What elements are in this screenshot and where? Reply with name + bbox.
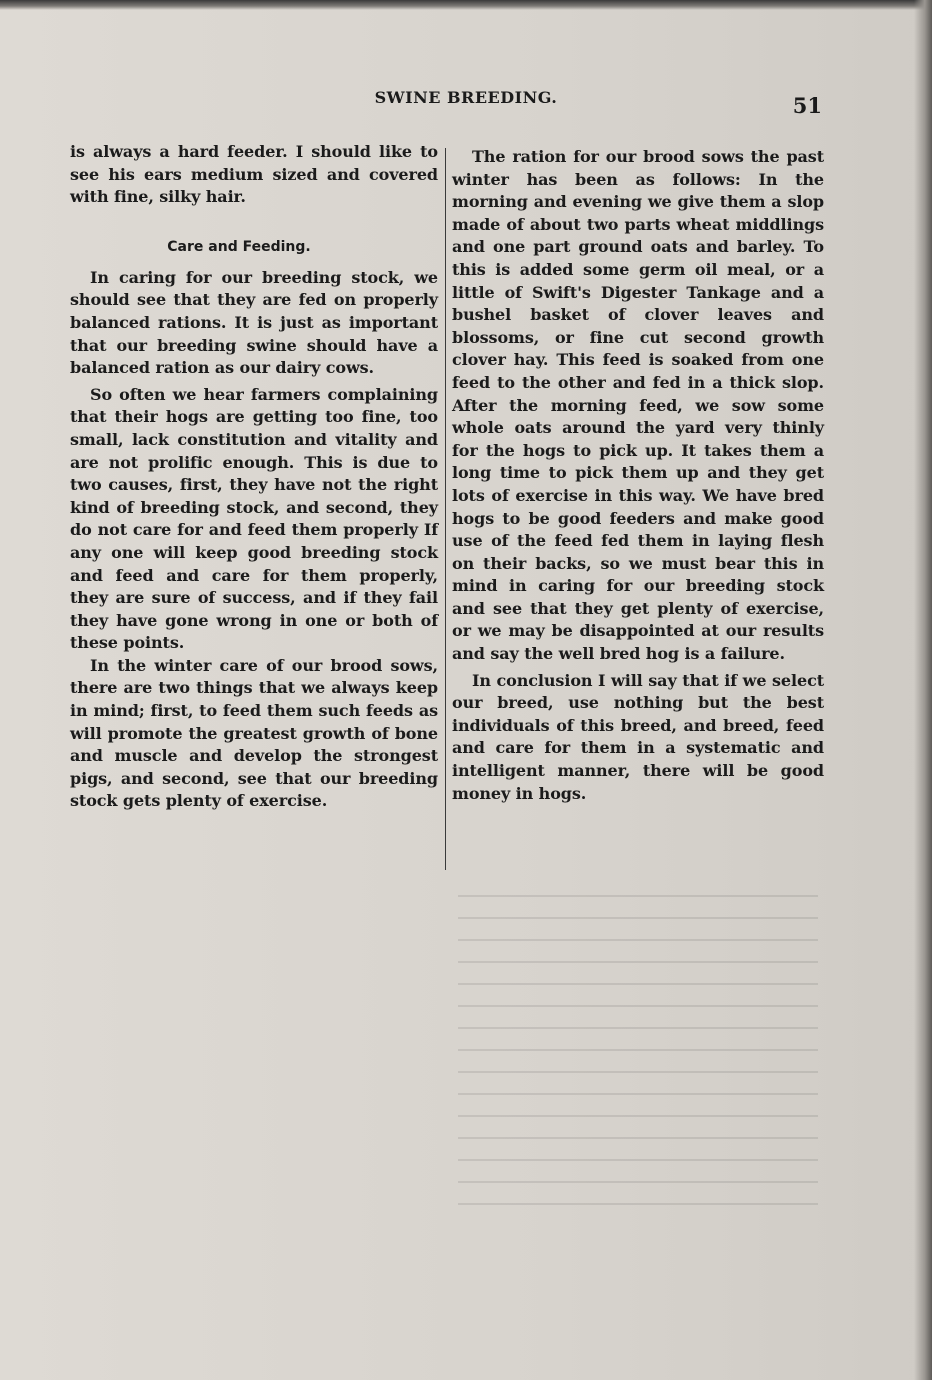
left-paragraph-3: So often we hear farmers complaining that their hogs are getting too fine, too small, lack constitution and vitality and are not prolific enough. This is due to two causes, first, they have not the right kind of breeding stock, and second, they do not care for and feed them properly If any one will keep good breeding stock and feed and care for them properly, they are sure of success, and if they fail they have gone wrong in one or both of these points. [70,384,438,653]
right-column [452,146,824,805]
show-through-text [458,895,818,1205]
scan-edge-right [914,0,932,1380]
left-column [70,141,438,813]
left-paragraph-4: In the winter care of our brood sows, there are two things that we always keep in mind; first, to feed them such feeds as will promote the greatest growth of bone and muscle and develop the strongest pigs, and second, see that our breeding stock gets plenty of exercise. [70,655,438,811]
running-head: SWINE BREEDING. [374,88,558,107]
column-divider [445,148,446,870]
right-paragraph-1: The ration for our brood sows the past winter has been as follows: In the morning and evening we give them a slop made of about two parts wheat middlings and one part ground oats and barley. To this is added some germ oil meal, or a little of Swift's Digester Tankage and a bushel basket of clover leaves and blossoms, or fine cut second growth clover hay. This feed is soaked from one feed to the other and fed in a thick slop. After the morning feed, we sow some whole oats around the yard very thinly for the hogs to pick up. It takes them a long time to pick them up and they get lots of exercise in this way. We have bred hogs to be good feeders and make good use of the feed fed them in laying flesh on their backs, so we must bear this in mind in caring for our breeding stock and see that they get plenty of exercise, or we may be disappointed at our results and say the well bred hog is a failure. [452,147,824,664]
scan-edge-top [0,0,932,10]
left-paragraph-2: In caring for our breeding stock, we should see that they are fed on properly balanced rations. It is just as important that our breeding swine should have a balanced ration as our dairy cows. [70,267,438,378]
right-paragraph-2: In conclusion I will say that if we select our breed, use nothing but the best individuals of this breed, and breed, feed and care for them in a systematic and intelligent manner, there will be good money in hogs. [452,670,824,803]
section-subheading: Care and Feeding. [167,238,311,255]
left-paragraph-1: is always a hard feeder. I should like to see his ears medium sized and covered with fine, silky hair. [70,142,438,207]
page-number: 51 [792,93,822,118]
